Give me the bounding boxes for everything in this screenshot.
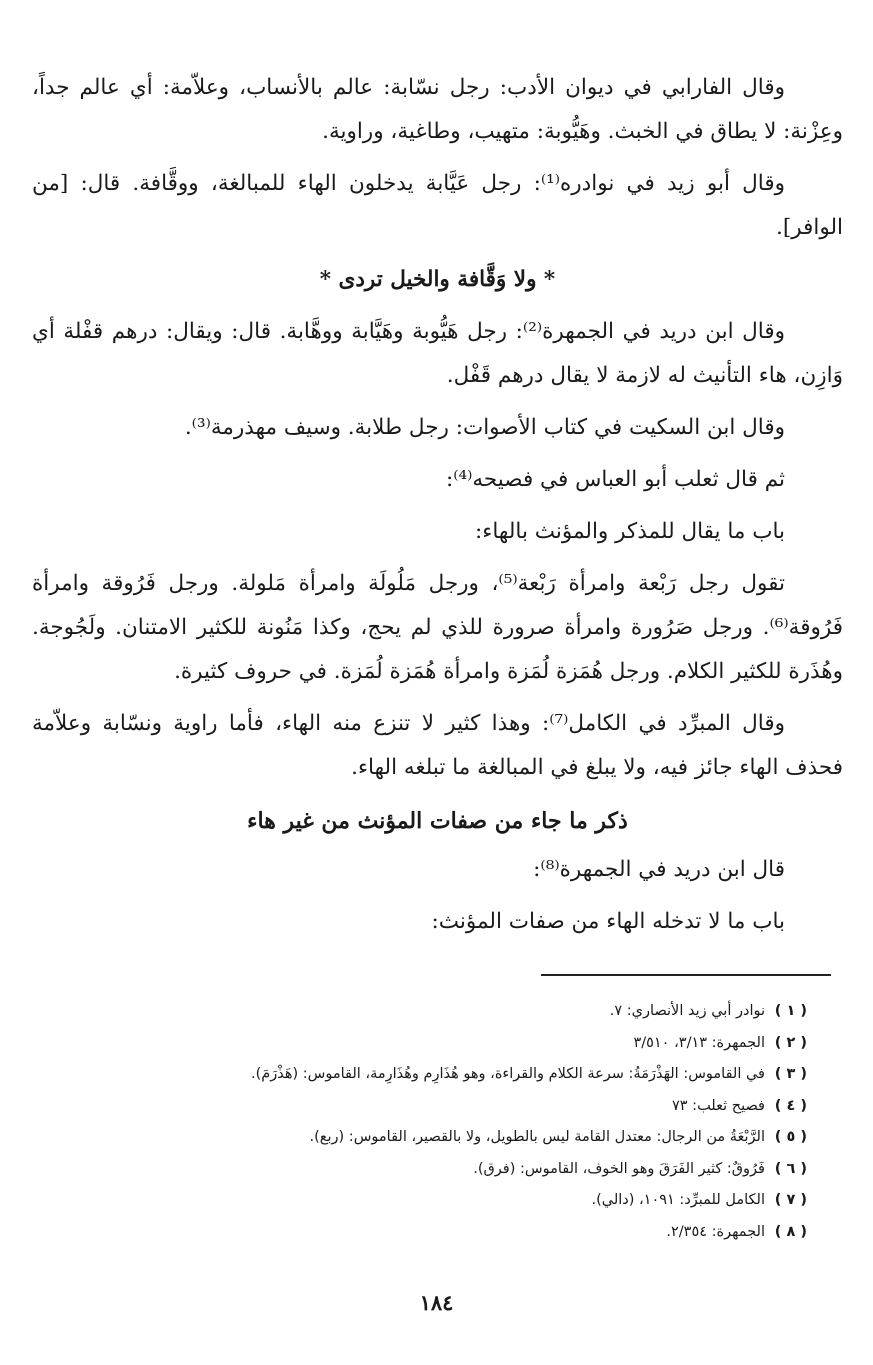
footnote-number: ( ٨ ): [774, 1223, 807, 1240]
footnote-number: ( ١ ): [774, 1003, 807, 1019]
footnote-text: الكامل للمبرِّد: ١٠٩١، (دالي).: [591, 1192, 765, 1208]
footnote-number: ( ٤ ): [774, 1097, 807, 1114]
footnote-item: [67, 1217, 807, 1249]
footnote-text: الرَّبْعَةُ من الرجال: معتدل القامة ليس بالطويل، ولا بالقصير، القاموس: (ربع).: [309, 1129, 765, 1145]
footnote-number: ( ٦ ): [774, 1160, 807, 1177]
paragraph-mubarrad: وقال المبرِّد في الكامل⁽⁷⁾: وهذا كثير لا تنزع منه الهاء، فأما راوية ونسّابة وعلاّمة فحذف الهاء جائز فيه، ولا يبلغ في المبالغة ما تبلغه الهاء.: [32, 711, 843, 780]
footnotes: [67, 996, 807, 1248]
footnote-item: [67, 1122, 807, 1154]
footnote-text: الجمهرة: ٢/٣٥٤.: [666, 1223, 765, 1240]
paragraph-farabi: وقال الفارابي في ديوان الأدب: رجل نسّابة: عالم بالأنساب، وعلاّمة: أي عالم جداً، وعِزْنة: لا يطاق في الخبث. وهَيُّوبة: متهيب، وطاغية، وراوية.: [32, 75, 843, 144]
page-body: [32, 66, 843, 952]
footnote-text: فَرُوقٌ: كثير الفَرَقَ وهو الخوف، القاموس: (فرق).: [473, 1160, 765, 1177]
footnote-item: [67, 1028, 807, 1060]
paragraph-ibn-durayd-jamhara: قال ابن دريد في الجمهرة⁽⁸⁾:: [533, 857, 785, 882]
paragraph-bab-masculine-feminine: باب ما يقال للمذكر والمؤنث بالهاء:: [475, 519, 785, 544]
footnote-item: [67, 1091, 807, 1123]
footnote-item: [67, 1154, 807, 1186]
footnote-text: نوادر أبي زيد الأنصاري: ٧.: [609, 1003, 765, 1019]
footnote-number: ( ٣ ): [774, 1066, 807, 1082]
verse-line: * ولا وَقَّافة والخيل تردى *: [319, 267, 556, 292]
paragraph-examples: تقول رجل رَبْعة وامرأة رَبْعة⁽⁵⁾، ورجل مَلُولَة وامرأة مَلولة. ورجل فَرُوقة وامرأة فَرُوقة⁽⁶⁾. ورجل صَرُورة وامرأة صرورة للذي لم يحج، وكذا مَنُونة للكثير الامتنان. ولَجُوجة. وهُذَرة للكثير الكلام. ورجل هُمَزة لُمَزة وامرأة هُمَزة لُمَزة. في حروف كثيرة.: [32, 571, 843, 684]
paragraph-abu-zayd: وقال أبو زيد في نوادره⁽¹⁾: رجل عَيَّابة يدخلون الهاء للمبالغة، ووقَّافة. قال: [من الوافر].: [32, 171, 843, 240]
footnote-text: في القاموس: الهَذْرَمَةُ: سرعة الكلام والقراءة، وهو هُذَارِم وهُذَارِمة، القاموس: (هَذْرَمَ).: [250, 1066, 765, 1082]
footnote-number: ( ٧ ): [774, 1192, 807, 1208]
section-heading: ذكر ما جاء من صفات المؤنث من غير هاء: [247, 808, 628, 834]
footnote-number: ( ٥ ): [774, 1129, 807, 1145]
page-number: ١٨٤: [419, 1290, 454, 1315]
footnote-divider: [541, 974, 831, 976]
footnote-item: [67, 1185, 807, 1217]
footnote-item: [67, 1059, 807, 1091]
paragraph-ibn-sikkit: وقال ابن السكيت في كتاب الأصوات: رجل طلابة. وسيف مهذرمة⁽³⁾.: [184, 415, 785, 440]
paragraph-ibn-durayd: وقال ابن دريد في الجمهرة⁽²⁾: رجل هَيُّوبة وهَيَّابة ووهَّابة. قال: ويقال: درهم قفْلة أي وَازِن، هاء التأنيث له لازمة لا يقال درهم قَفْل.: [32, 319, 843, 388]
paragraph-bab-no-ha: باب ما لا تدخله الهاء من صفات المؤنث:: [431, 909, 785, 934]
footnote-number: ( ٢ ): [774, 1034, 807, 1051]
paragraph-thalab: ثم قال ثعلب أبو العباس في فصيحه⁽⁴⁾:: [445, 467, 785, 492]
footnote-text: الجمهرة: ٣/١٣، ٣/٥١٠: [633, 1034, 765, 1051]
footnote-text: فصيح ثعلب: ٧٣: [672, 1097, 765, 1114]
footnote-item: [67, 996, 807, 1028]
